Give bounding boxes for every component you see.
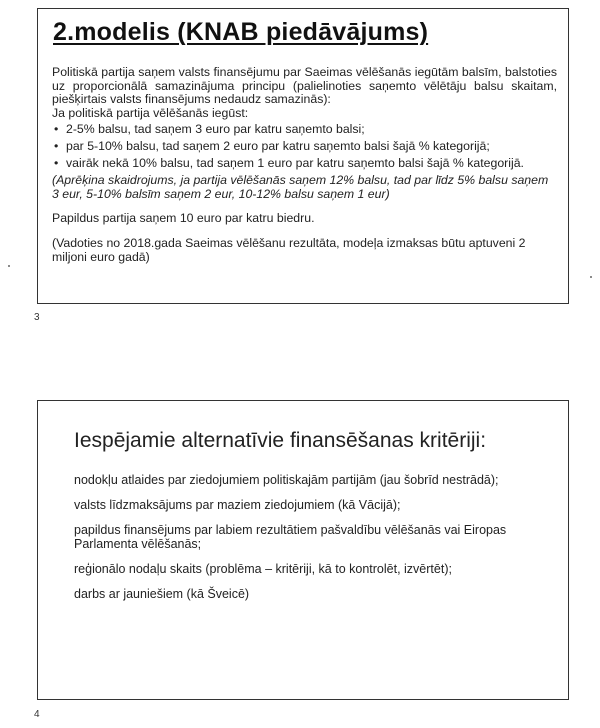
scan-speck (8, 265, 10, 267)
member-funding-line: Papildus partija saņem 10 euro par katru biedru. (52, 211, 315, 226)
calculation-example: (Aprēķina skaidrojums, ja partija vēlēšanās saņem 12% balsu, tad par līdz 5% balsu saņem 3 eur, 5-10% balsīm saņem 2 eur, 10-12% balsu saņem 1 eur) (52, 173, 549, 201)
criteria-item: papildus finansējums par labiem rezultātiem pašvaldību vēlēšanās vai Eiropas Parlamenta vēlēšanās; (74, 523, 507, 551)
slide-title: 2.modelis (KNAB piedāvājums) (53, 18, 429, 46)
bullet-item: • par 5-10% balsu, tad saņem 2 euro par katru saņemto balsi šajā % kategorijā; (52, 140, 557, 154)
page-number: 3 (34, 312, 40, 323)
criteria-item: reģionālo nodaļu skaits (problēma – kritēriji, kā to kontrolēt, izvērtēt); (74, 562, 452, 576)
criteria-item: darbs ar jauniešiem (kā Šveicē) (74, 587, 250, 601)
cost-estimate-note: (Vadoties no 2018.gada Saeimas vēlēšanu rezultāta, modeļa izmaksas būtu aptuveni 2 miljoni euro gadā) (52, 235, 526, 264)
bullet-list (52, 123, 557, 170)
criteria-item: valsts līdzmaksājums par maziem ziedojumiem (kā Vācijā); (74, 498, 401, 512)
lead-line: Ja politiskā partija vēlēšanās iegūst: (52, 105, 249, 120)
slide-body (52, 66, 557, 264)
page-number: 4 (34, 709, 40, 720)
slide-title: Iespējamie alternatīvie finansēšanas kritēriji: (74, 429, 487, 452)
slide-knab-model (37, 8, 569, 304)
slide-alternative-criteria (37, 400, 569, 700)
bullet-item: • vairāk nekā 10% balsu, tad saņem 1 euro par katru saņemto balsi šajā % kategorijā. (52, 157, 557, 171)
bullet-item: • 2-5% balsu, tad saņem 3 euro par katru saņemto balsi; (52, 123, 557, 137)
intro-paragraph: Politiskā partija saņem valsts finansējumu par Saeimas vēlēšanās iegūtām balsīm, balstoties uz proporcionālā samazinājuma principu (palielinoties saņemto vēlētāju balsu skaitam, piešķirtais valsts finansējums nedaudz samazinās): (52, 65, 557, 107)
criteria-list (74, 473, 544, 612)
criteria-item: nodokļu atlaides par ziedojumiem politiskajām partijām (jau šobrīd nestrādā); (74, 473, 499, 487)
scan-speck (590, 276, 592, 278)
